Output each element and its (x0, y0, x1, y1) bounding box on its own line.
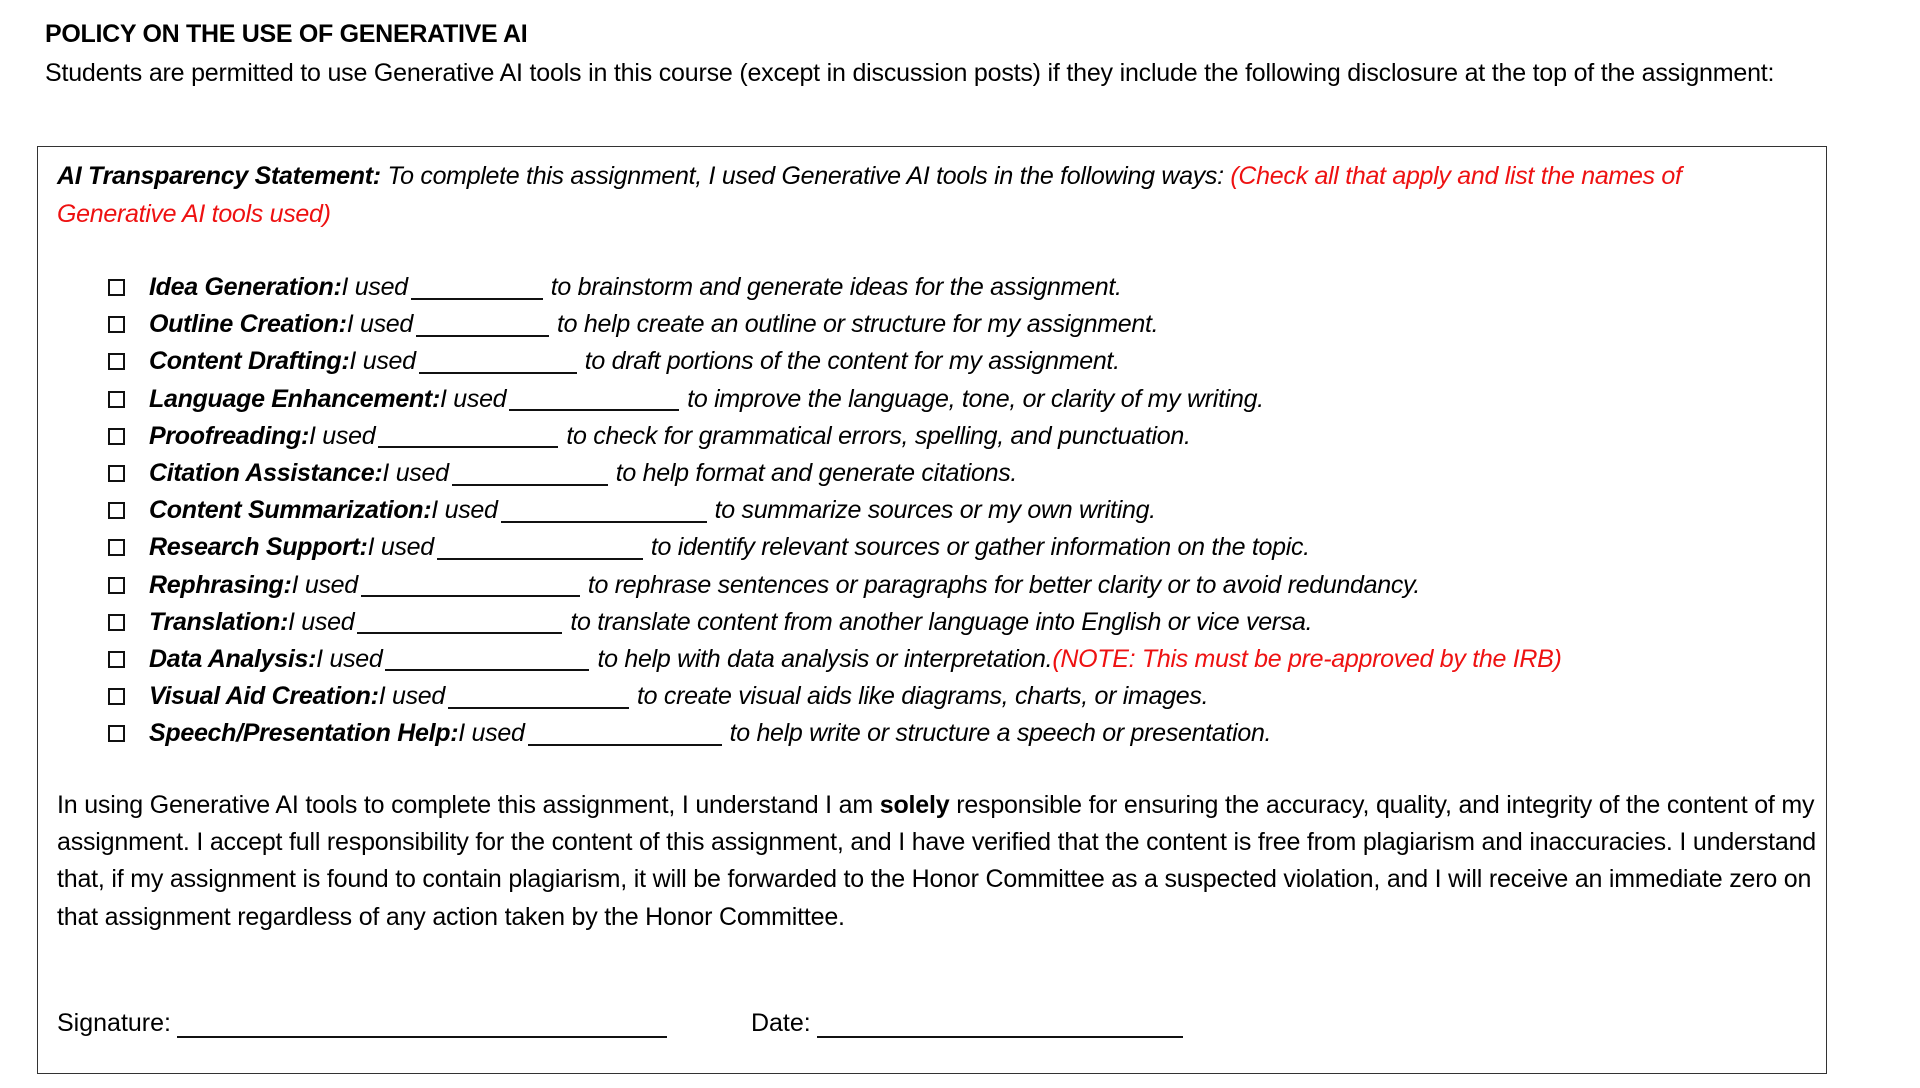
statement-text: To complete this assignment, I used Generative AI tools in the following ways: (380, 162, 1231, 190)
page-title: POLICY ON THE USE OF GENERATIVE AI (45, 20, 528, 48)
checklist-item (108, 418, 1562, 455)
item-used-text: I used (367, 533, 434, 562)
tool-name-blank[interactable] (448, 685, 629, 709)
statement-heading (57, 157, 1797, 233)
transparency-statement-box (37, 146, 1827, 1074)
responsibility-paragraph (57, 787, 1817, 936)
intro-text: Students are permitted to use Generative AI tools in this course (except in discussion posts) if they include the following disclosure at the top of the assignment: (45, 59, 1775, 87)
item-purpose: to help create an outline or structure for my assignment. (557, 310, 1159, 339)
item-purpose: to translate content from another language into English or vice versa. (570, 607, 1313, 636)
item-label: Language Enhancement: (149, 384, 440, 413)
checklist-item (108, 381, 1562, 418)
checkbox[interactable] (108, 502, 125, 519)
tool-name-blank[interactable] (361, 573, 580, 597)
tool-name-blank[interactable] (416, 313, 549, 337)
signature-label: Signature: (57, 1009, 171, 1037)
checklist-item (108, 492, 1562, 529)
item-label: Proofreading: (149, 421, 309, 450)
checklist-item (108, 641, 1562, 678)
item-purpose: to help with data analysis or interpretation. (597, 644, 1053, 673)
checkbox[interactable] (108, 391, 125, 408)
checkbox[interactable] (108, 316, 125, 333)
checklist-item (108, 678, 1562, 715)
item-used-text: I used (378, 682, 445, 711)
item-label: Translation: (149, 607, 289, 636)
checklist-item (108, 604, 1562, 641)
item-note: (NOTE: This must be pre-approved by the IRB) (1052, 644, 1562, 673)
checkbox[interactable] (108, 725, 125, 742)
item-purpose: to summarize sources or my own writing. (714, 496, 1156, 525)
checkbox[interactable] (108, 614, 125, 631)
item-used-text: I used (349, 347, 416, 376)
tool-name-blank[interactable] (501, 499, 707, 523)
item-used-text: I used (288, 607, 355, 636)
item-label: Idea Generation: (149, 273, 342, 302)
responsibility-emphasis: solely (879, 791, 950, 819)
signature-field[interactable] (177, 1010, 667, 1038)
tool-name-blank[interactable] (357, 610, 562, 634)
item-purpose: to draft portions of the content for my assignment. (584, 347, 1120, 376)
item-label: Rephrasing: (149, 570, 292, 599)
responsibility-text-after: responsible for ensuring the accuracy, quality, and integrity of the content of my assignment. I accept full responsibility for the content of this assignment, and I have verified that the content is free from plagiarism and inaccuracies. I understand that, if my assignment is found to contain plagiarism, it will be forwarded to the Honor Committee as a suspected violation, and I will receive an immediate zero on that assignment regardless of any action taken by the Honor Committee. (57, 791, 1817, 931)
checkbox[interactable] (108, 539, 125, 556)
tool-name-blank[interactable] (411, 276, 543, 300)
item-label: Content Summarization: (149, 496, 432, 525)
tool-name-blank[interactable] (509, 387, 679, 411)
tool-name-blank[interactable] (378, 424, 558, 448)
item-purpose: to improve the language, tone, or clarity of my writing. (687, 384, 1264, 413)
item-used-text: I used (458, 719, 525, 748)
item-label: Citation Assistance: (149, 459, 383, 488)
responsibility-text-before: In using Generative AI tools to complete this assignment, I understand I am (57, 791, 880, 819)
checkbox[interactable] (108, 688, 125, 705)
item-used-text: I used (341, 273, 408, 302)
item-used-text: I used (316, 644, 383, 673)
usage-checklist (108, 269, 1562, 752)
item-used-text: I used (439, 384, 507, 413)
item-purpose: to check for grammatical errors, spelling, and punctuation. (566, 421, 1191, 450)
item-purpose: to rephrase sentences or paragraphs for better clarity or to avoid redundancy. (587, 570, 1421, 599)
tool-name-blank[interactable] (452, 462, 608, 486)
item-label: Content Drafting: (149, 347, 350, 376)
checklist-item (108, 715, 1562, 752)
checklist-item (108, 343, 1562, 380)
checkbox[interactable] (108, 428, 125, 445)
tool-name-blank[interactable] (419, 350, 577, 374)
signature-row (57, 1009, 1183, 1038)
checklist-item (108, 529, 1562, 566)
checkbox[interactable] (108, 651, 125, 668)
tool-name-blank[interactable] (437, 536, 643, 560)
item-used-text: I used (382, 459, 449, 488)
statement-label: AI Transparency Statement: (57, 162, 381, 190)
checklist-item (108, 269, 1562, 306)
checkbox[interactable] (108, 353, 125, 370)
item-label: Research Support: (149, 533, 368, 562)
item-purpose: to help write or structure a speech or presentation. (729, 719, 1272, 748)
item-label: Speech/Presentation Help: (149, 719, 459, 748)
date-field[interactable] (817, 1010, 1183, 1038)
checkbox[interactable] (108, 279, 125, 296)
checklist-item (108, 306, 1562, 343)
tool-name-blank[interactable] (528, 722, 722, 746)
item-used-text: I used (291, 570, 358, 599)
item-label: Outline Creation: (149, 310, 347, 339)
item-purpose: to help format and generate citations. (615, 459, 1018, 488)
checkbox[interactable] (108, 465, 125, 482)
tool-name-blank[interactable] (385, 647, 589, 671)
checkbox[interactable] (108, 577, 125, 594)
item-used-text: I used (309, 421, 376, 450)
item-label: Data Analysis: (149, 644, 317, 673)
item-purpose: to create visual aids like diagrams, charts, or images. (637, 682, 1209, 711)
item-purpose: to brainstorm and generate ideas for the assignment. (550, 273, 1122, 302)
checklist-item (108, 567, 1562, 604)
item-label: Visual Aid Creation: (149, 682, 379, 711)
item-used-text: I used (431, 496, 498, 525)
item-purpose: to identify relevant sources or gather information on the topic. (650, 533, 1310, 562)
date-label: Date: (750, 1009, 811, 1037)
checklist-item (108, 455, 1562, 492)
item-used-text: I used (346, 310, 413, 339)
statement-instruction: (Check all that apply and list the names of Generative AI tools used) (57, 162, 1682, 228)
